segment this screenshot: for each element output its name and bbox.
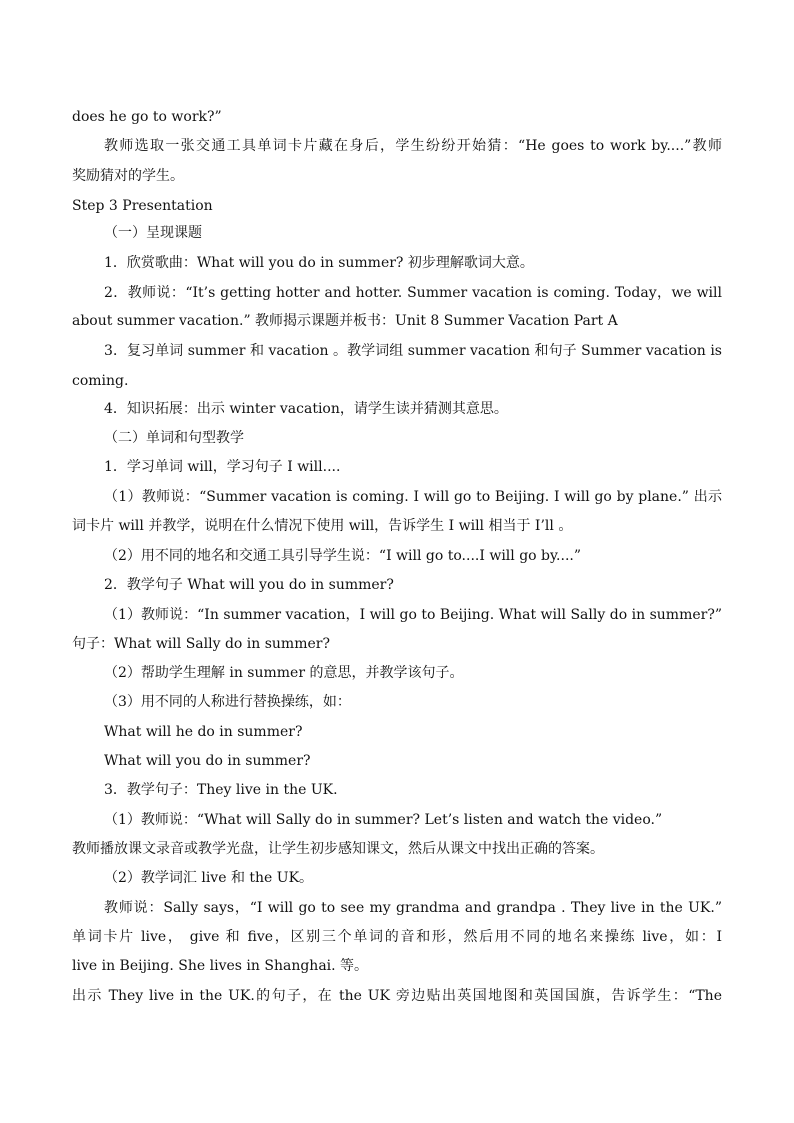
text-line: about summer vacation.” 教师揭示课题并板书：Unit 8 Summer Vacation Part A [72,313,618,329]
text-line: 1．欣赏歌曲：What will you do in summer? 初步理解歌词大意。 [104,255,534,271]
subsection-heading: （二）单词和句型教学 [104,430,244,446]
section-heading: Step 3 Presentation [72,198,213,214]
text-line: （3）用不同的人称进行替换操练，如： [104,694,351,710]
text-line: 4．知识拓展：出示 winter vacation，请学生读并猜测其意思。 [104,401,508,417]
text-line: coming. [72,373,129,389]
text-line: live in Beijing. She lives in Shanghai. 等。 [72,958,369,974]
text-line: 3．复习单词 summer 和 vacation 。教学词组 summer vacation 和句子 Summer vacation is [104,343,722,359]
text-line: （2）帮助学生理解 in summer 的意思，并教学该句子。 [104,665,464,681]
text-line: 3．教学句子：They live in the UK. [104,782,338,798]
text-line: What will you do in summer? [104,753,311,769]
text-line: 教师选取一张交通工具单词卡片藏在身后，学生纷纷开始猜：“He goes to work by....”教师 [104,138,722,154]
text-line: What will he do in summer? [104,724,303,740]
text-line: 2．教学句子 What will you do in summer? [104,577,394,593]
text-line: 出示 They live in the UK.的句子，在 the UK 旁边贴出英国地图和英国国旗，告诉学生：“The [72,988,722,1004]
text-line: does he go to work?” [72,109,222,125]
text-line: 2．教师说：“It’s getting hotter and hotter. Summer vacation is coming. Today，we will [104,285,722,301]
text-line: 教师说：Sally says，“I will go to see my grandma and grandpa . They live in the UK.” [104,900,722,916]
text-line: （1）教师说：“In summer vacation，I will go to Beijing. What will Sally do in summer?” [104,607,722,623]
text-line: 句子：What will Sally do in summer? [72,636,330,652]
text-line: 1．学习单词 will，学习句子 I will.... [104,459,341,475]
text-line: 单词卡片 live， give 和 five，区别三个单词的音和形，然后用不同的地名来操练 live，如：I [72,929,722,945]
text-line: （1）教师说：“What will Sally do in summer? Let’s listen and watch the video.” [104,812,663,828]
text-line: （2）教学词汇 live 和 the UK。 [104,870,314,886]
text-line: （1）教师说：“Summer vacation is coming. I will go to Beijing. I will go by plane.” 出示 [104,489,722,505]
text-line: 词卡片 will 并教学，说明在什么情况下使用 will，告诉学生 I will 相当于 I’ll 。 [72,518,573,534]
text-line: 教师播放课文录音或教学光盘，让学生初步感知课文，然后从课文中找出正确的答案。 [72,841,604,857]
text-line: 奖励猜对的学生。 [72,168,184,184]
text-line: （2）用不同的地名和交通工具引导学生说：“I will go to....I will go by....” [104,548,582,564]
subsection-heading: （一）呈现课题 [104,225,202,241]
